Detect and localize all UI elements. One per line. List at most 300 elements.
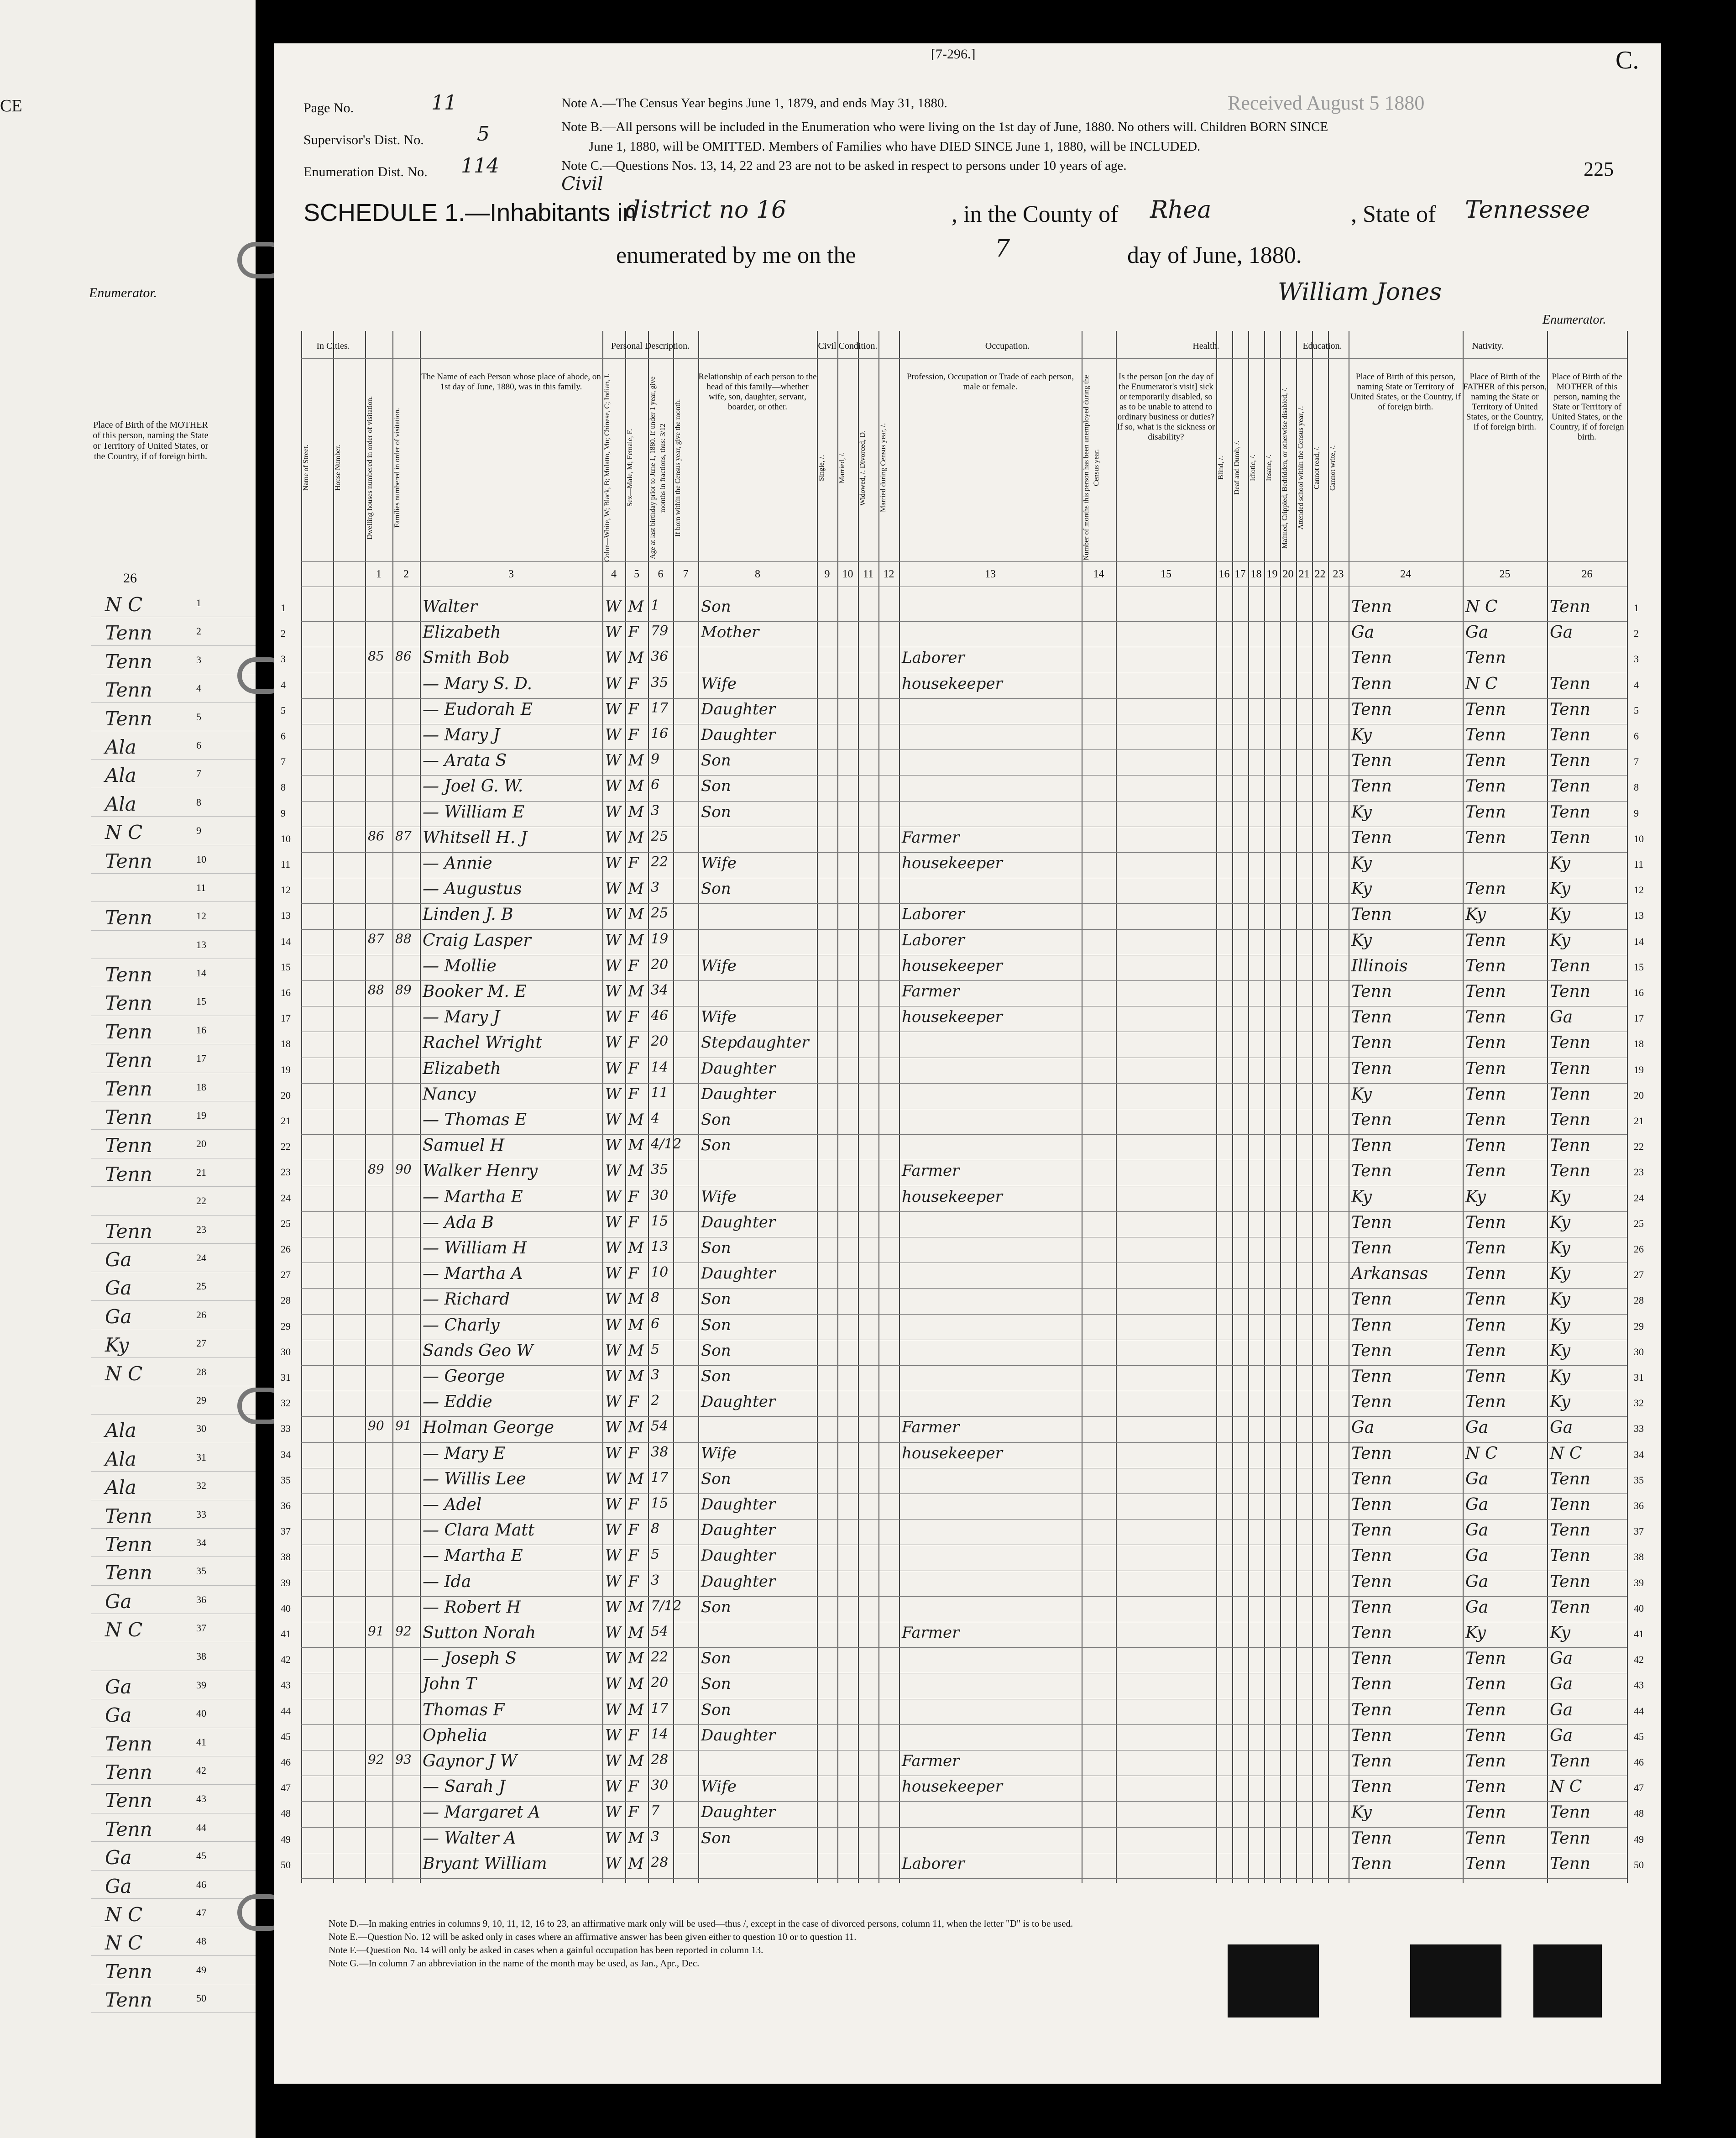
left-mother-birthplace: Tenn — [105, 622, 152, 645]
cell-name: Holman George — [423, 1418, 554, 1437]
column-number: 13 — [985, 568, 996, 580]
cell-color: W — [605, 1239, 621, 1257]
table-row — [301, 1596, 1627, 1597]
state-value: Tennessee — [1465, 196, 1590, 224]
left-row-number: 27 — [196, 1337, 206, 1349]
cell-pob: Tenn — [1351, 700, 1392, 719]
column-number: 26 — [1581, 568, 1593, 580]
left-mother-birthplace: N C — [105, 1362, 143, 1385]
column-number: 3 — [508, 568, 514, 580]
cell-occ: Laborer — [902, 1854, 965, 1873]
cell-sex: M — [628, 1649, 644, 1668]
cell-sex: F — [628, 1187, 639, 1206]
cell-sex: M — [628, 1136, 644, 1155]
left-table-row — [91, 1073, 256, 1101]
cell-pob: Tenn — [1351, 1008, 1392, 1027]
cell-name: — William H — [423, 1239, 527, 1258]
cell-fpob: Ga — [1465, 1521, 1489, 1540]
cell-rel: Daughter — [701, 1572, 776, 1591]
cell-mpob: Tenn — [1550, 1495, 1590, 1514]
column-number: 1 — [376, 568, 382, 580]
left-row-number: 23 — [196, 1223, 206, 1235]
left-row-number: 28 — [196, 1366, 206, 1378]
cell-color: W — [605, 1649, 621, 1668]
cell-color: W — [605, 1059, 621, 1078]
row-number: 35 — [1634, 1474, 1644, 1486]
left-table-row — [91, 1244, 256, 1272]
cell-color: W — [605, 1726, 621, 1745]
cell-fpob: Tenn — [1465, 1059, 1506, 1078]
cell-rel: Daughter — [701, 1213, 776, 1231]
left-row-number: 45 — [196, 1850, 206, 1862]
table-row — [301, 749, 1627, 750]
column-header-c24: Place of Birth of this person, naming State or Territory of United States, or the Country, if of foreign birth. — [1350, 372, 1461, 412]
cell-pob: Ga — [1351, 1418, 1375, 1437]
civil-word: Civil — [561, 173, 603, 194]
cell-fpob: Tenn — [1465, 828, 1506, 847]
column-number: 25 — [1499, 568, 1511, 580]
left-mother-birthplace: Tenn — [105, 1106, 152, 1129]
cell-rel: Stepdaughter — [701, 1033, 809, 1052]
cell-mpob: Tenn — [1550, 1162, 1590, 1181]
left-table-row — [91, 1386, 256, 1415]
cell-pob: Tenn — [1351, 1854, 1392, 1873]
cell-fpob: Ga — [1465, 1546, 1489, 1566]
column-number: 24 — [1400, 568, 1411, 580]
cell-rel: Son — [701, 802, 731, 821]
cell-mpob: Ky — [1550, 854, 1570, 873]
left-table-row — [91, 959, 256, 987]
table-row — [301, 775, 1627, 776]
row-number: 10 — [281, 833, 291, 844]
row-number: 16 — [281, 987, 291, 998]
row-number: 13 — [1634, 910, 1644, 922]
cell-name: Bryant William — [423, 1854, 547, 1873]
left-table-row — [91, 817, 256, 845]
cell-fpob: Tenn — [1465, 1829, 1506, 1848]
column-divider — [1627, 331, 1628, 1883]
cell-rel: Wife — [701, 1777, 737, 1796]
column-divider — [392, 331, 393, 1883]
cell-fpob: Tenn — [1465, 1367, 1506, 1386]
column-number: 16 — [1218, 568, 1230, 580]
left-row-number: 31 — [196, 1451, 206, 1463]
table-row — [301, 929, 1627, 930]
cell-sex: M — [628, 597, 644, 616]
cell-age: 3 — [651, 880, 660, 896]
cell-age: 15 — [651, 1495, 669, 1511]
cell-pob: Tenn — [1351, 1136, 1392, 1155]
cell-pob: Arkansas — [1351, 1264, 1428, 1284]
table-row — [301, 852, 1627, 853]
left-mother-birthplace: Ala — [105, 1476, 136, 1499]
cell-age: 8 — [651, 1290, 660, 1306]
column-number: 11 — [863, 568, 874, 580]
cell-dw: 88 — [368, 982, 384, 997]
cell-pob: Tenn — [1351, 1162, 1392, 1181]
left-mother-birthplace: Tenn — [105, 1163, 152, 1185]
cell-fam: 89 — [395, 982, 412, 997]
left-table-row — [91, 1158, 256, 1187]
row-number: 30 — [1634, 1346, 1644, 1357]
cell-sex: F — [628, 1546, 639, 1565]
row-number: 2 — [1634, 628, 1639, 639]
cell-color: W — [605, 1264, 621, 1283]
cell-fpob: Ga — [1465, 1598, 1489, 1617]
left-mother-birthplace: Ga — [105, 1704, 132, 1727]
cell-pob: Tenn — [1351, 1290, 1392, 1309]
cell-name: — Joel G. W. — [423, 777, 523, 796]
cell-sex: M — [628, 1111, 644, 1129]
cell-fpob: Tenn — [1465, 1649, 1506, 1668]
cell-mpob: Ky — [1550, 1187, 1570, 1206]
column-divider — [1296, 331, 1297, 1883]
cell-fpob: Tenn — [1465, 982, 1506, 1001]
left-table-row — [91, 1415, 256, 1443]
column-header-c21: Attended school within the Census year, /. — [1297, 406, 1305, 530]
column-header-c3: The Name of each Person whose place of abode, on 1st day of June, 1880, was in this family. — [421, 372, 601, 392]
left-mother-birthplace: Tenn — [105, 650, 152, 673]
cell-fpob: N C — [1465, 597, 1498, 616]
row-number: 49 — [1634, 1833, 1644, 1845]
left-enumerator-label: Enumerator. — [89, 285, 157, 300]
column-header-c_dwelling: Dwelling houses numbered in order of visitation. — [366, 396, 374, 540]
cell-age: 25 — [651, 905, 669, 922]
cell-age: 4 — [651, 1111, 660, 1127]
cell-sex: M — [628, 1675, 644, 1693]
row-number: 42 — [1634, 1654, 1644, 1666]
cell-rel: Son — [701, 1341, 731, 1360]
row-number: 42 — [281, 1654, 291, 1666]
left-mother-birthplace: Ga — [105, 1248, 132, 1271]
row-number: 20 — [281, 1089, 291, 1101]
column-divider — [1232, 331, 1233, 1883]
left-table-row — [91, 987, 256, 1016]
left-mother-birthplace: Ga — [105, 1305, 132, 1328]
column-header-c12: Married during Census year, /. — [879, 423, 887, 513]
cell-mpob: Tenn — [1550, 956, 1590, 975]
cell-color: W — [605, 1418, 621, 1437]
cell-rel: Son — [701, 1136, 731, 1155]
cell-rel: Son — [701, 1111, 731, 1129]
cell-occ: housekeeper — [902, 1777, 1003, 1796]
cell-pob: Tenn — [1351, 1315, 1392, 1335]
left-mother-birthplace: Tenn — [105, 1960, 152, 1983]
cell-color: W — [605, 1495, 621, 1514]
group-header-civil-condition: Civil Condition. — [818, 341, 878, 351]
cell-sex: F — [628, 1777, 639, 1796]
left-row-number: 3 — [196, 654, 201, 666]
group-header-education: Education. — [1302, 341, 1342, 351]
note-e: Note E.—Question No. 12 will be asked only in cases where an affirmative answer has been given either to question 10 or to question 11. — [329, 1931, 857, 1942]
enumerated-label: enumerated by me on the — [616, 242, 856, 268]
left-row-number: 15 — [196, 996, 206, 1007]
cell-name: Booker M. E — [423, 982, 527, 1001]
left-table-row — [91, 1813, 256, 1842]
cell-fam: 87 — [395, 828, 412, 844]
left-page-fragment — [0, 0, 256, 2138]
row-number: 11 — [281, 859, 291, 870]
column-divider — [698, 331, 699, 1883]
cell-sex: F — [628, 674, 639, 693]
cell-fam: 92 — [395, 1624, 412, 1639]
column-divider — [1463, 331, 1464, 1883]
left-row-number: 48 — [196, 1935, 206, 1947]
left-table-row — [91, 1899, 256, 1927]
table-row — [301, 1878, 1627, 1879]
row-number: 15 — [1634, 961, 1644, 973]
cell-occ: Laborer — [902, 905, 965, 924]
row-number: 23 — [1634, 1166, 1644, 1178]
left-page-header: CE — [0, 96, 22, 115]
cell-color: W — [605, 1444, 621, 1462]
left-table-row — [91, 902, 256, 930]
cell-age: 8 — [651, 1521, 660, 1537]
row-number: 40 — [281, 1602, 291, 1614]
cell-sex: F — [628, 1495, 639, 1514]
left-mother-birthplace: Ky — [105, 1334, 129, 1357]
left-mother-birthplace: Ala — [105, 792, 136, 815]
row-number: 39 — [1634, 1577, 1644, 1588]
table-row — [301, 1827, 1627, 1828]
cell-pob: Tenn — [1351, 1752, 1392, 1771]
column-header-c26: Place of Birth of the MOTHER of this person, naming the State or Territory of United States, or the Country, if of foreign birth. — [1550, 372, 1624, 442]
cell-color: W — [605, 1111, 621, 1129]
row-number: 17 — [1634, 1012, 1644, 1024]
row-number: 41 — [281, 1628, 291, 1640]
left-table-row — [91, 1187, 256, 1215]
cell-sex: F — [628, 700, 639, 718]
day-value: 7 — [995, 235, 1010, 262]
column-divider — [878, 331, 879, 1883]
cell-sex: M — [628, 982, 644, 1001]
cell-rel: Son — [701, 880, 731, 898]
left-table-row — [91, 1529, 256, 1557]
cell-pob: Tenn — [1351, 1829, 1392, 1848]
cell-rel: Daughter — [701, 1521, 776, 1540]
cell-pob: Ky — [1351, 1085, 1372, 1104]
cell-color: W — [605, 1752, 621, 1770]
cell-name: — Eddie — [423, 1393, 492, 1412]
cell-fpob: Tenn — [1465, 956, 1506, 975]
cell-name: Thomas F — [423, 1700, 505, 1719]
cell-name: Craig Lasper — [423, 931, 531, 950]
cell-mpob: Tenn — [1550, 1059, 1590, 1078]
column-number: 15 — [1161, 568, 1171, 580]
cell-fpob: Tenn — [1465, 1008, 1506, 1027]
row-number: 6 — [1634, 730, 1639, 742]
cell-age: 25 — [651, 828, 669, 844]
cell-fpob: Tenn — [1465, 1162, 1506, 1181]
left-table-row — [91, 1956, 256, 1984]
cell-fpob: Tenn — [1465, 1726, 1506, 1745]
cell-pob: Tenn — [1351, 1444, 1392, 1463]
cell-pob: Tenn — [1351, 597, 1392, 616]
cell-name: — Arata S — [423, 751, 507, 770]
cell-age: 6 — [651, 777, 660, 793]
cell-name: — Thomas E — [423, 1111, 527, 1129]
left-row-number: 22 — [196, 1195, 206, 1207]
cell-name: Nancy — [423, 1085, 476, 1104]
cell-name: Gaynor J W — [423, 1752, 517, 1771]
cell-pob: Tenn — [1351, 1367, 1392, 1386]
left-mother-birthplace: N C — [105, 593, 143, 616]
supervisor-value: 5 — [477, 122, 490, 146]
note-g: Note G.—In column 7 an abbreviation in the name of the month may be used, as Jan., Apr., Dec. — [329, 1958, 700, 1969]
cell-mpob: Tenn — [1550, 1085, 1590, 1104]
left-mother-birthplace: Tenn — [105, 1789, 152, 1812]
cell-name: — Mary S. D. — [423, 674, 533, 693]
row-number: 37 — [281, 1525, 291, 1537]
row-number: 13 — [281, 910, 291, 922]
row-number: 4 — [1634, 679, 1639, 691]
row-number: 24 — [281, 1192, 291, 1204]
left-mother-birthplace: Tenn — [105, 907, 152, 929]
cell-fpob: Tenn — [1465, 1239, 1506, 1258]
cell-pob: Tenn — [1351, 905, 1392, 924]
row-number: 7 — [1634, 756, 1639, 768]
cell-age: 54 — [651, 1624, 669, 1640]
left-table-row — [91, 1984, 256, 2012]
cell-age: 28 — [651, 1854, 669, 1871]
left-row-number: 13 — [196, 938, 206, 950]
left-mother-birthplace: Tenn — [105, 679, 152, 702]
row-number: 17 — [281, 1012, 291, 1024]
column-number: 5 — [634, 568, 639, 580]
cell-color: W — [605, 623, 621, 642]
cell-age: 6 — [651, 1315, 660, 1332]
cell-age: 11 — [651, 1085, 669, 1101]
cell-color: W — [605, 982, 621, 1001]
cell-fpob: Tenn — [1465, 1854, 1506, 1873]
cell-age: 5 — [651, 1341, 660, 1357]
column-divider — [673, 331, 674, 1883]
left-table-row — [91, 874, 256, 902]
cell-sex: M — [628, 751, 644, 770]
left-row-number: 40 — [196, 1708, 206, 1719]
cell-mpob: Ky — [1550, 1315, 1570, 1335]
column-header-c17: Deaf and Dumb, /. — [1233, 440, 1241, 495]
enumerator-signature: William Jones — [1278, 278, 1442, 306]
left-table-row — [91, 1272, 256, 1300]
cell-occ: Farmer — [902, 982, 960, 1001]
cell-pob: Tenn — [1351, 1598, 1392, 1617]
column-divider — [365, 331, 366, 1883]
row-number: 22 — [1634, 1141, 1644, 1153]
cell-color: W — [605, 802, 621, 821]
cell-age: 46 — [651, 1008, 669, 1024]
cell-fpob: Tenn — [1465, 1085, 1506, 1104]
cell-occ: Laborer — [902, 649, 965, 667]
row-number: 47 — [281, 1782, 291, 1794]
cell-age: 4/12 — [651, 1136, 682, 1153]
left-row-number: 47 — [196, 1907, 206, 1918]
row-number: 45 — [281, 1730, 291, 1742]
row-number: 1 — [281, 602, 286, 613]
left-row-number: 18 — [196, 1081, 206, 1093]
left-row-number: 30 — [196, 1423, 206, 1435]
cell-fpob: Tenn — [1465, 1700, 1506, 1719]
left-table-row — [91, 589, 256, 617]
cell-sex: M — [628, 1700, 644, 1719]
cell-mpob: Tenn — [1550, 1521, 1590, 1540]
cell-age: 38 — [651, 1444, 669, 1460]
cell-fpob: Tenn — [1465, 1033, 1506, 1053]
row-number: 3 — [281, 653, 286, 665]
row-number: 48 — [281, 1808, 291, 1819]
row-number: 32 — [281, 1397, 291, 1409]
cell-color: W — [605, 1162, 621, 1180]
cell-fam: 93 — [395, 1752, 412, 1767]
left-table-row — [91, 1614, 256, 1642]
column-header-c9: Single, /. — [818, 455, 826, 481]
left-table-row — [91, 703, 256, 731]
cell-age: 3 — [651, 1572, 660, 1588]
cell-rel: Wife — [701, 1187, 737, 1206]
cell-occ: Laborer — [902, 931, 965, 949]
cell-age: 7 — [651, 1803, 660, 1819]
census-table — [281, 331, 1644, 1883]
cell-rel: Son — [701, 1700, 731, 1719]
left-table-row — [91, 1301, 256, 1329]
column-header-c23: Cannot write, /. — [1329, 445, 1337, 491]
cell-sex: M — [628, 1239, 644, 1257]
cell-occ: housekeeper — [902, 1187, 1003, 1206]
row-number: 27 — [281, 1269, 291, 1281]
left-row-number: 25 — [196, 1280, 206, 1292]
header-rule — [301, 358, 1627, 359]
row-number: 48 — [1634, 1808, 1644, 1819]
left-row-number: 29 — [196, 1394, 206, 1406]
cell-fpob: Tenn — [1465, 1777, 1506, 1797]
left-mother-birthplace: N C — [105, 821, 143, 844]
cell-mpob: Ga — [1550, 1649, 1573, 1668]
row-number: 34 — [281, 1448, 291, 1460]
row-number: 38 — [281, 1551, 291, 1563]
cell-color: W — [605, 751, 621, 770]
cell-sex: M — [628, 777, 644, 796]
footer-notes — [329, 1917, 1073, 1970]
column-divider — [858, 331, 859, 1883]
cell-fpob: Tenn — [1465, 700, 1506, 719]
left-row-number: 36 — [196, 1593, 206, 1605]
cell-rel: Son — [701, 1290, 731, 1309]
cell-color: W — [605, 700, 621, 718]
cell-rel: Son — [701, 1239, 731, 1257]
row-number: 36 — [281, 1500, 291, 1511]
left-table-row — [91, 731, 256, 760]
column-header-c11: Widowed, /. Divorced, D. — [859, 430, 867, 506]
cell-fpob: Tenn — [1465, 777, 1506, 796]
row-number: 46 — [1634, 1756, 1644, 1768]
cell-name: — Annie — [423, 854, 492, 873]
row-number: 2 — [281, 628, 286, 639]
row-number: 21 — [1634, 1115, 1644, 1127]
cell-age: 20 — [651, 1675, 669, 1691]
left-row-number: 2 — [196, 625, 201, 637]
left-row-number: 7 — [196, 768, 201, 780]
cell-color: W — [605, 1854, 621, 1873]
cell-name: — Walter A — [423, 1829, 516, 1848]
column-number: 20 — [1282, 568, 1294, 580]
cell-age: 79 — [651, 623, 669, 639]
column-divider — [420, 331, 421, 1883]
cell-color: W — [605, 854, 621, 872]
column-number: 18 — [1250, 568, 1262, 580]
cell-sex: M — [628, 1624, 644, 1642]
cell-rel: Mother — [701, 623, 759, 642]
cell-pob: Tenn — [1351, 828, 1392, 847]
